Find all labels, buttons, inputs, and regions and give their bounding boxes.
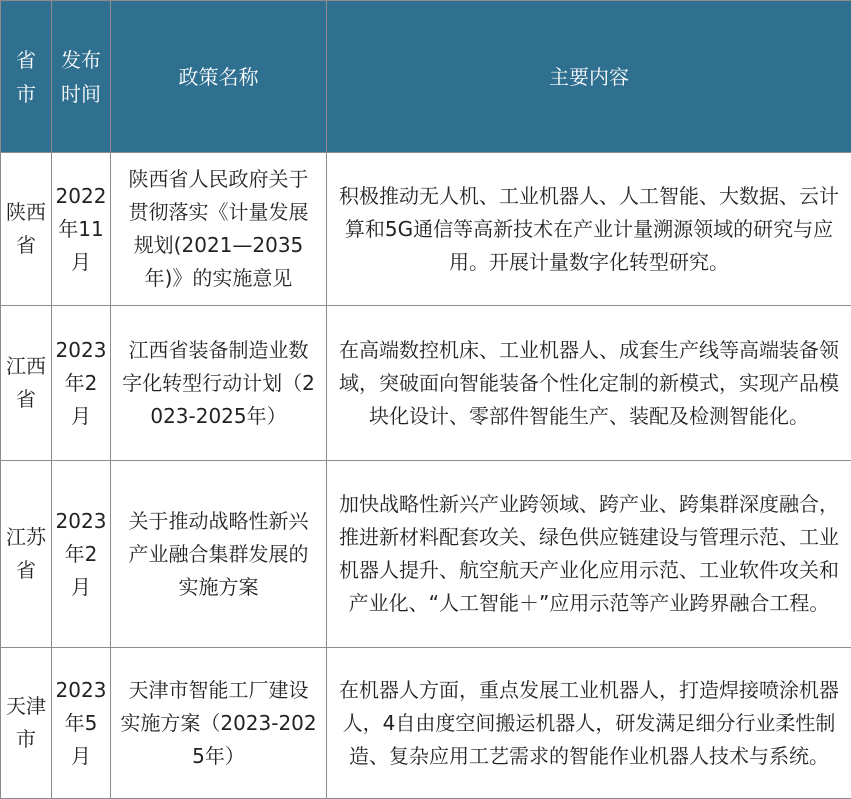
province-cell: 天津市 <box>1 648 52 799</box>
policy-name-cell: 天津市智能工厂建设实施方案（2023-2025年） <box>111 648 327 799</box>
policy-name-cell: 陕西省人民政府关于贯彻落实《计量发展规划(2021—2035年)》的实施意见 <box>111 153 327 306</box>
content-cell: 在高端数控机床、工业机器人、成套生产线等高端装备领域，突破面向智能装备个性化定制的新模式，实现产品模块化设计、零部件智能生产、装配及检测智能化。 <box>327 306 851 461</box>
content-cell: 加快战略性新兴产业跨领域、跨产业、跨集群深度融合，推进新材料配套攻关、绿色供应链建设与管理示范、工业机器人提升、航空航天产业化应用示范、工业软件攻关和产业化、“人工智能＋”应用示范等产业跨界融合工程。 <box>327 461 851 648</box>
policy-name-cell: 江西省装备制造业数字化转型行动计划（2023-2025年） <box>111 306 327 461</box>
date-cell: 2023年2月 <box>52 306 111 461</box>
date-cell: 2022年11月 <box>52 153 111 306</box>
table-row <box>1 153 851 306</box>
table-row <box>1 306 851 461</box>
date-cell: 2023年5月 <box>52 648 111 799</box>
policy-name-cell: 关于推动战略性新兴产业融合集群发展的实施方案 <box>111 461 327 648</box>
header-province: 省市 <box>1 1 52 153</box>
date-cell: 2023年2月 <box>52 461 111 648</box>
table-row <box>1 461 851 648</box>
table-row <box>1 648 851 799</box>
province-cell: 陕西省 <box>1 153 52 306</box>
content-cell: 在机器人方面，重点发展工业机器人，打造焊接喷涂机器人，4自由度空间搬运机器人，研发满足细分行业柔性制造、复杂应用工艺需求的智能作业机器人技术与系统。 <box>327 648 851 799</box>
header-date: 发布时间 <box>52 1 111 153</box>
province-cell: 江苏省 <box>1 461 52 648</box>
header-content: 主要内容 <box>327 1 851 153</box>
table-header-row <box>1 1 851 153</box>
header-policy-name: 政策名称 <box>111 1 327 153</box>
province-cell: 江西省 <box>1 306 52 461</box>
content-cell: 积极推动无人机、工业机器人、人工智能、大数据、云计算和5G通信等高新技术在产业计量溯源领域的研究与应用。开展计量数字化转型研究。 <box>327 153 851 306</box>
